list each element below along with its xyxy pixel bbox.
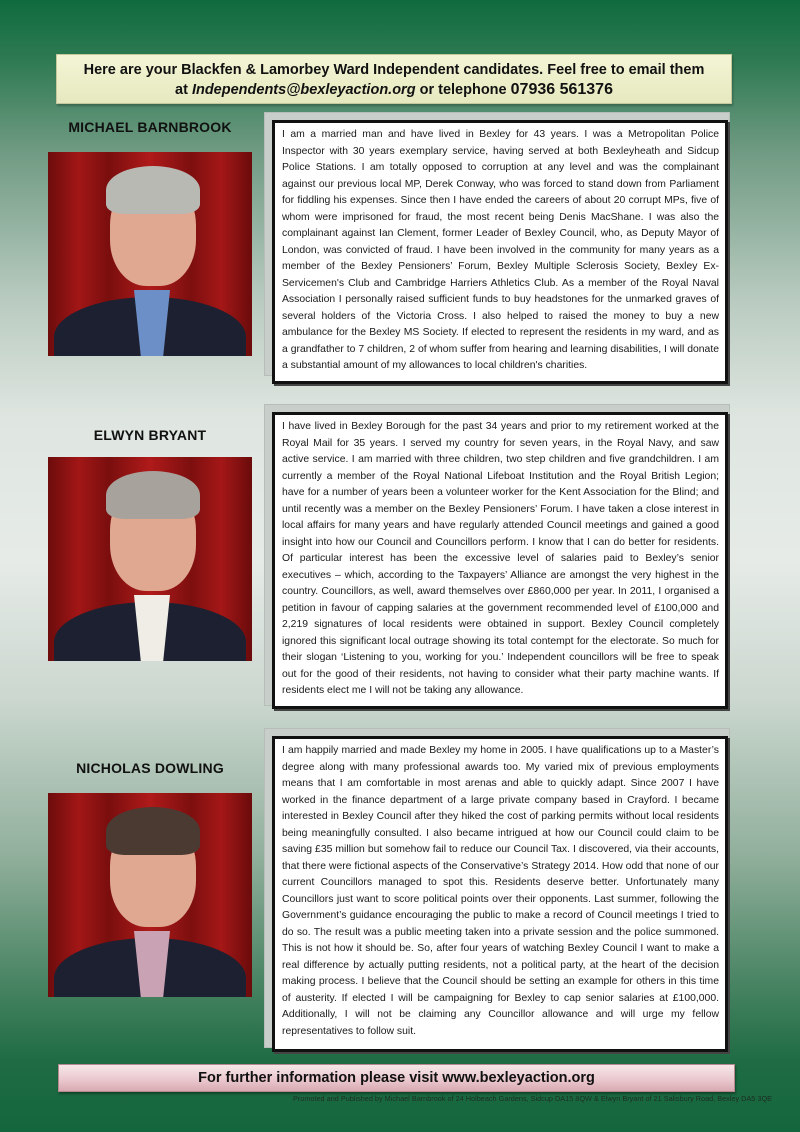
footer-banner: For further information please visit www.bexleyaction.org bbox=[58, 1064, 735, 1092]
candidate-name-barnbrook: MICHAEL BARNBROOK bbox=[68, 119, 232, 135]
website-link[interactable]: www.bexleyaction.org bbox=[442, 1070, 595, 1086]
header-banner bbox=[56, 54, 732, 104]
candidate-name-dowling: NICHOLAS DOWLING bbox=[76, 760, 224, 776]
email-link[interactable]: Independents@bexleyaction.org bbox=[191, 82, 416, 98]
candidate-photo-dowling bbox=[48, 793, 252, 997]
candidate-photo-bryant bbox=[48, 457, 252, 661]
candidate-bio-barnbrook: I am a married man and have lived in Bexley for 43 years. I was a Metropolitan Police Inspector with 30 years exemplary service, having served at both Bexleyheath and Sidcup Police Stations. I am totally opposed to corruption at any level and was the complainant against our previous local MP, Derek Conway, who was forced to stand down from Parliament for fiddling his expenses. Since then I have ended the careers of about 20 corrupt MPs, five of whom were imprisoned for fraud, the most recent being Denis MacShane. I was also the complainant against Ian Clement, former Leader of Bexley Council, who, as Deputy Mayor of London, was convicted of fraud. I have been involved in the community for many years as a member of the Bexley Pensioners’ Forum, Bexley Multiple Sclerosis Society, Bexley Ex-Servicemen's Club and Cambridge Harriers Athletics Club. As a member of the Royal Naval Association I personally raised sufficient funds to buy headstones for the unmarked graves of several holders of the Victoria Cross. I also helped to raised the money to buy a new ambulance for the Bexley MS Society. If elected to represent the residents in my ward, and as a grandfather to 7 children, 2 of whom suffer from hearing and learning disabilities, I will donate a substantial amount of my allowances to local children's charities. bbox=[272, 120, 728, 384]
candidate-name-bryant: ELWYN BRYANT bbox=[93, 427, 207, 443]
banner-line-2: at Independents@bexleyaction.org or telephone 07936 561376 bbox=[175, 81, 613, 98]
candidate-bio-bryant: I have lived in Bexley Borough for the past 34 years and prior to my retirement worked at the Royal Mail for 35 years. I served my country for seven years, in the Royal Navy, and saw active service. I am married with three children, two step children and five grandchildren. I am currently a member of the Royal National Lifeboat Institution and the Royal British Legion; have for a number of years been a volunteer worker for the Kent Association for the Blind; and until recently was a member on the Bexley Pensioners’ Forum. I have taken a close interest in local affairs for many years and have regularly attended Council meetings and gained a good insight into how our Council and Councillors perform. I know that I can do better for residents. Of particular interest has been the excessive level of salaries paid to Bexley’s senior executives – which, according to the Taxpayers’ Alliance are amongst the very highest in the country. Councillors, as well, award themselves over £860,000 per year. In 2011, I organised a petition in favour of capping salaries at the government recommended level of £100,000 and 2,219 signatures of local residents were obtained in support. Bexley Council completely ignored this significant local outrage showing its total contempt for the electorate. So much for their slogan ‘Listening to you, working for you.’ Independent councillors will be free to speak out for the good of their residents, not having to consider what their party machine wants. If residents elect me I will not be taking any allowance. bbox=[272, 412, 728, 709]
imprint-text: Promoted and Published by Michael Barnbrook of 24 Holbeach Gardens, Sidcup DA15 8QW & Elwyn Bryant of 21 Salisbury Road, Bexley DA5 3QE bbox=[292, 1094, 772, 1103]
candidate-bio-dowling: I am happily married and made Bexley my home in 2005. I have qualifications up to a Master’s degree along with many professional awards too. My varied mix of previous employments means that I am comfortable in most arenas and able to quickly adapt. Since 2007 I have worked in the finance department of a large private company based in Crayford. I became interested in Bexley Council after they hiked the cost of parking permits without local residents being meaningfully consulted. I also became intrigued at how our Council could claim to be saving £35 million but somehow fail to reduce our Council Tax. I discovered, via their accounts, that there were fictional aspects of the Conservative’s Strategy 2014. How odd that none of our current Councillors managed to spot this. Residents deserve better. Unfortunately many Councillors just want to score political points over their opponents. Last summer, following the Government’s guidance encouraging the public to make a record of Council meetings I tried to do so. The result was a public meeting taken into a private session and the police summoned. This is not how it should be. So, after four years of watching Bexley Council I want to make a real difference by actually putting residents, not a political party, at the heart of the decision making process. I believe that the Council should be setting an example for others in this time of austerity. If elected I will be campaigning for Bexley to cap senior salaries at £100,000. Additionally, I will not be claiming any Councillor allowance and will urge my fellow representatives to follow suit. bbox=[272, 736, 728, 1052]
candidate-photo-barnbrook bbox=[48, 152, 252, 356]
banner-line-1: Here are your Blackfen & Lamorbey Ward Independent candidates. Feel free to email them bbox=[83, 62, 705, 78]
phone-number: 07936 561376 bbox=[510, 81, 613, 98]
